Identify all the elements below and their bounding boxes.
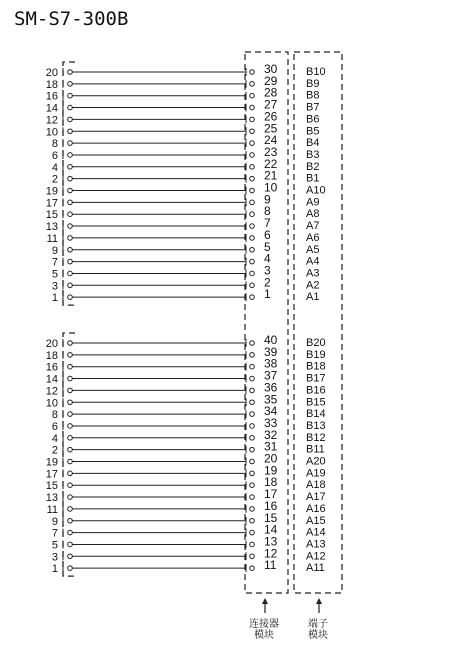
right-pin-circle [250,483,255,488]
connector-pin-label: 37 [264,368,278,383]
left-pin-label: 1 [51,292,58,305]
left-pin-label: 9 [51,244,58,257]
connector-pin-label: 31 [264,439,278,454]
right-pin-circle [250,459,255,464]
terminal-label: A4 [306,255,320,268]
terminal-label: B2 [306,160,320,173]
left-pin-label: 13 [45,221,58,234]
left-pin-label: 20 [45,67,58,79]
left-pin-label: 14 [45,102,58,115]
left-pin-circle [68,247,73,252]
left-pin-circle [68,542,73,547]
left-pin-label: 3 [51,551,58,564]
terminal-label: B10 [306,66,326,78]
terminal-label: A19 [306,467,326,480]
right-pin-circle [250,105,255,110]
right-pin-circle [250,353,255,358]
left-pin-circle [68,495,73,500]
left-pin-circle [68,566,73,571]
terminal-label: A16 [306,502,326,515]
left-pin-label: 4 [51,432,58,445]
connector-pin-label: 8 [264,204,271,219]
left-pin-circle [68,93,73,98]
right-pin-circle [250,82,255,87]
left-pin-circle [68,236,73,241]
left-pin-label: 11 [46,232,58,245]
left-pin-label: 20 [45,338,58,350]
right-pin-circle [250,283,255,288]
right-pin-circle [250,518,255,523]
left-pin-circle [68,295,73,300]
right-pin-circle [250,542,255,547]
terminal-label: A14 [306,526,326,539]
terminal-label: B5 [306,125,320,138]
terminal-label: A5 [306,243,320,256]
connector-pin-label: 32 [264,427,278,442]
terminal-label: A3 [306,267,320,280]
connector-pin-label: 3 [264,263,271,278]
terminal-label: B7 [306,101,320,114]
terminal-label: A18 [306,479,326,492]
connector-pin-label: 26 [264,109,278,124]
connector-module-label [244,619,284,641]
right-pin-circle [250,376,255,381]
terminal-label: A11 [306,562,325,575]
right-pin-circle [250,165,255,170]
left-pin-label: 10 [45,397,58,410]
connector-pin-label: 29 [264,73,278,88]
connector-pin-label: 17 [264,487,278,502]
left-pin-label: 19 [45,456,58,469]
left-pin-label: 18 [45,349,58,362]
right-pin-circle [250,236,255,241]
left-pin-label: 1 [51,563,58,576]
left-pin-label: 7 [51,256,58,269]
terminal-label: A12 [306,550,326,563]
left-pin-circle [68,117,73,122]
connector-pin-label: 34 [264,404,278,419]
connector-pin-label: 13 [264,534,278,549]
terminal-label: B1 [306,172,320,185]
left-pin-label: 13 [45,492,58,505]
left-pin-label: 16 [45,361,58,374]
left-pin-circle [68,400,73,405]
right-pin-circle [250,388,255,393]
right-pin-circle [250,259,255,264]
left-pin-label: 7 [51,527,58,540]
left-pin-label: 8 [51,409,58,422]
connector-pin-label: 7 [264,216,271,231]
left-pin-circle [68,530,73,535]
right-pin-circle [250,129,255,134]
left-pin-label: 5 [51,268,58,281]
connector-label-line2: 模块 [254,630,274,641]
left-pin-circle [68,153,73,158]
terminal-label: A17 [306,491,326,504]
terminal-label: A2 [306,279,320,292]
connector-pin-label: 24 [264,133,278,148]
connector-pin-label: 6 [264,227,271,242]
connector-pin-label: 33 [264,415,278,430]
terminal-label: B11 [306,443,325,456]
terminal-label: A6 [306,231,320,244]
right-pin-circle [250,530,255,535]
right-pin-circle [250,471,255,476]
left-pin-circle [68,200,73,205]
right-pin-circle [250,153,255,158]
left-pin-label: 2 [51,444,58,457]
connector-pin-label: 35 [264,392,278,407]
left-pin-label: 5 [51,539,58,552]
left-pin-label: 11 [46,503,58,516]
terminal-label: B20 [306,337,326,349]
left-pin-label: 17 [45,197,58,210]
connector-pin-label: 38 [264,356,278,371]
terminal-label-line2: 模块 [308,630,328,641]
left-pin-circle [68,176,73,181]
connector-label-line1: 连接器 [249,619,279,630]
left-pin-circle [68,70,73,75]
left-pin-circle [68,259,73,264]
terminal-arrow-head [316,598,322,604]
terminal-label: B8 [306,89,320,102]
left-pin-label: 15 [45,209,58,222]
terminal-label: B9 [306,77,320,90]
right-pin-circle [250,141,255,146]
terminal-label: B6 [306,113,320,126]
left-pin-label: 14 [45,373,58,386]
left-pin-circle [68,364,73,369]
connector-pin-label: 10 [264,180,278,195]
right-pin-circle [250,176,255,181]
terminal-label: B12 [306,431,326,444]
terminal-label: B17 [306,372,326,385]
left-pin-label: 4 [51,161,58,174]
connector-pin-label: 20 [264,451,278,466]
terminal-label: A20 [306,455,326,468]
left-pin-circle [68,436,73,441]
left-pin-circle [68,212,73,217]
left-pin-label: 15 [45,480,58,493]
right-pin-circle [250,188,255,193]
connector-pin-label: 27 [264,97,278,112]
terminal-label: A10 [306,184,326,197]
connector-pin-label: 11 [264,558,277,573]
left-pin-label: 19 [45,185,58,198]
left-pin-label: 18 [45,78,58,91]
terminal-label: B16 [306,384,326,397]
right-pin-circle [250,271,255,276]
right-pin-circle [250,400,255,405]
right-pin-circle [250,93,255,98]
terminal-module-label [298,619,338,641]
left-pin-circle [68,188,73,193]
left-pin-label: 12 [45,114,58,127]
terminal-label: A13 [306,538,326,551]
right-pin-circle [250,424,255,429]
diagram-title: SM-S7-300B [14,8,129,30]
terminal-label-line1: 端子 [308,619,328,630]
connector-pin-label: 4 [264,251,271,266]
left-pin-circle [68,483,73,488]
left-pin-label: 16 [45,90,58,103]
connector-pin-label: 19 [264,463,278,478]
left-pin-circle [68,165,73,170]
left-pin-circle [68,376,73,381]
connector-pin-label: 16 [264,498,278,513]
right-pin-circle [250,436,255,441]
left-pin-circle [68,341,73,346]
right-pin-circle [250,554,255,559]
right-pin-circle [250,224,255,229]
terminal-label: A8 [306,208,320,221]
left-pin-circle [68,447,73,452]
left-pin-circle [68,283,73,288]
left-pin-label: 6 [51,420,58,433]
terminal-label: A1 [306,291,320,304]
connector-pin-label: 15 [264,510,278,525]
left-connector-outline-2 [63,333,75,576]
connector-pin-label: 2 [264,275,271,290]
connector-pin-label: 23 [264,144,278,159]
left-pin-label: 6 [51,149,58,162]
connector-pin-label: 12 [264,546,278,561]
left-pin-circle [68,105,73,110]
left-pin-label: 2 [51,173,58,186]
left-pin-circle [68,459,73,464]
right-pin-circle [250,70,255,75]
left-pin-circle [68,554,73,559]
right-pin-circle [250,412,255,417]
connector-pin-label: 1 [264,287,271,302]
left-pin-label: 9 [51,515,58,528]
connector-pin-label: 14 [264,522,278,537]
left-pin-circle [68,471,73,476]
connector-pin-label: 5 [264,239,271,254]
connector-pin-label: 36 [264,380,278,395]
right-pin-circle [250,447,255,452]
left-pin-label: 17 [45,468,58,481]
left-connector-outline-1 [63,62,75,305]
connector-pin-label: 39 [264,344,278,359]
connector-pin-label: 22 [264,156,278,171]
terminal-label: A7 [306,220,320,233]
left-pin-circle [68,129,73,134]
left-pin-label: 3 [51,280,58,293]
connector-pin-label: 21 [264,168,278,183]
connector-pin-label: 40 [264,333,278,347]
terminal-label: B14 [306,408,326,421]
terminal-label: B4 [306,137,320,150]
left-pin-circle [68,388,73,393]
terminal-label: B19 [306,348,326,361]
connector-pin-label: 9 [264,192,271,207]
right-pin-circle [250,495,255,500]
right-pin-circle [250,295,255,300]
connector-arrow-head [262,598,268,604]
connector-pin-label: 30 [264,62,278,76]
left-pin-circle [68,353,73,358]
left-pin-circle [68,507,73,512]
right-pin-circle [250,507,255,512]
connector-pin-label: 18 [264,475,278,490]
connector-pin-label: 25 [264,121,278,136]
left-pin-circle [68,141,73,146]
left-pin-circle [68,518,73,523]
terminal-label: B3 [306,148,320,161]
terminal-label: B18 [306,360,326,373]
right-pin-circle [250,341,255,346]
left-pin-circle [68,424,73,429]
connector-pin-label: 28 [264,85,278,100]
right-pin-circle [250,364,255,369]
left-pin-circle [68,271,73,276]
right-pin-circle [250,117,255,122]
terminal-label: B15 [306,396,326,409]
left-pin-label: 10 [45,126,58,139]
left-pin-circle [68,412,73,417]
terminal-label: B13 [306,419,326,432]
terminal-label: A9 [306,196,320,209]
left-pin-circle [68,82,73,87]
left-pin-circle [68,224,73,229]
right-pin-circle [250,566,255,571]
left-pin-label: 8 [51,138,58,151]
right-pin-circle [250,247,255,252]
terminal-label: A15 [306,514,326,527]
left-pin-label: 12 [45,385,58,398]
right-pin-circle [250,212,255,217]
right-pin-circle [250,200,255,205]
